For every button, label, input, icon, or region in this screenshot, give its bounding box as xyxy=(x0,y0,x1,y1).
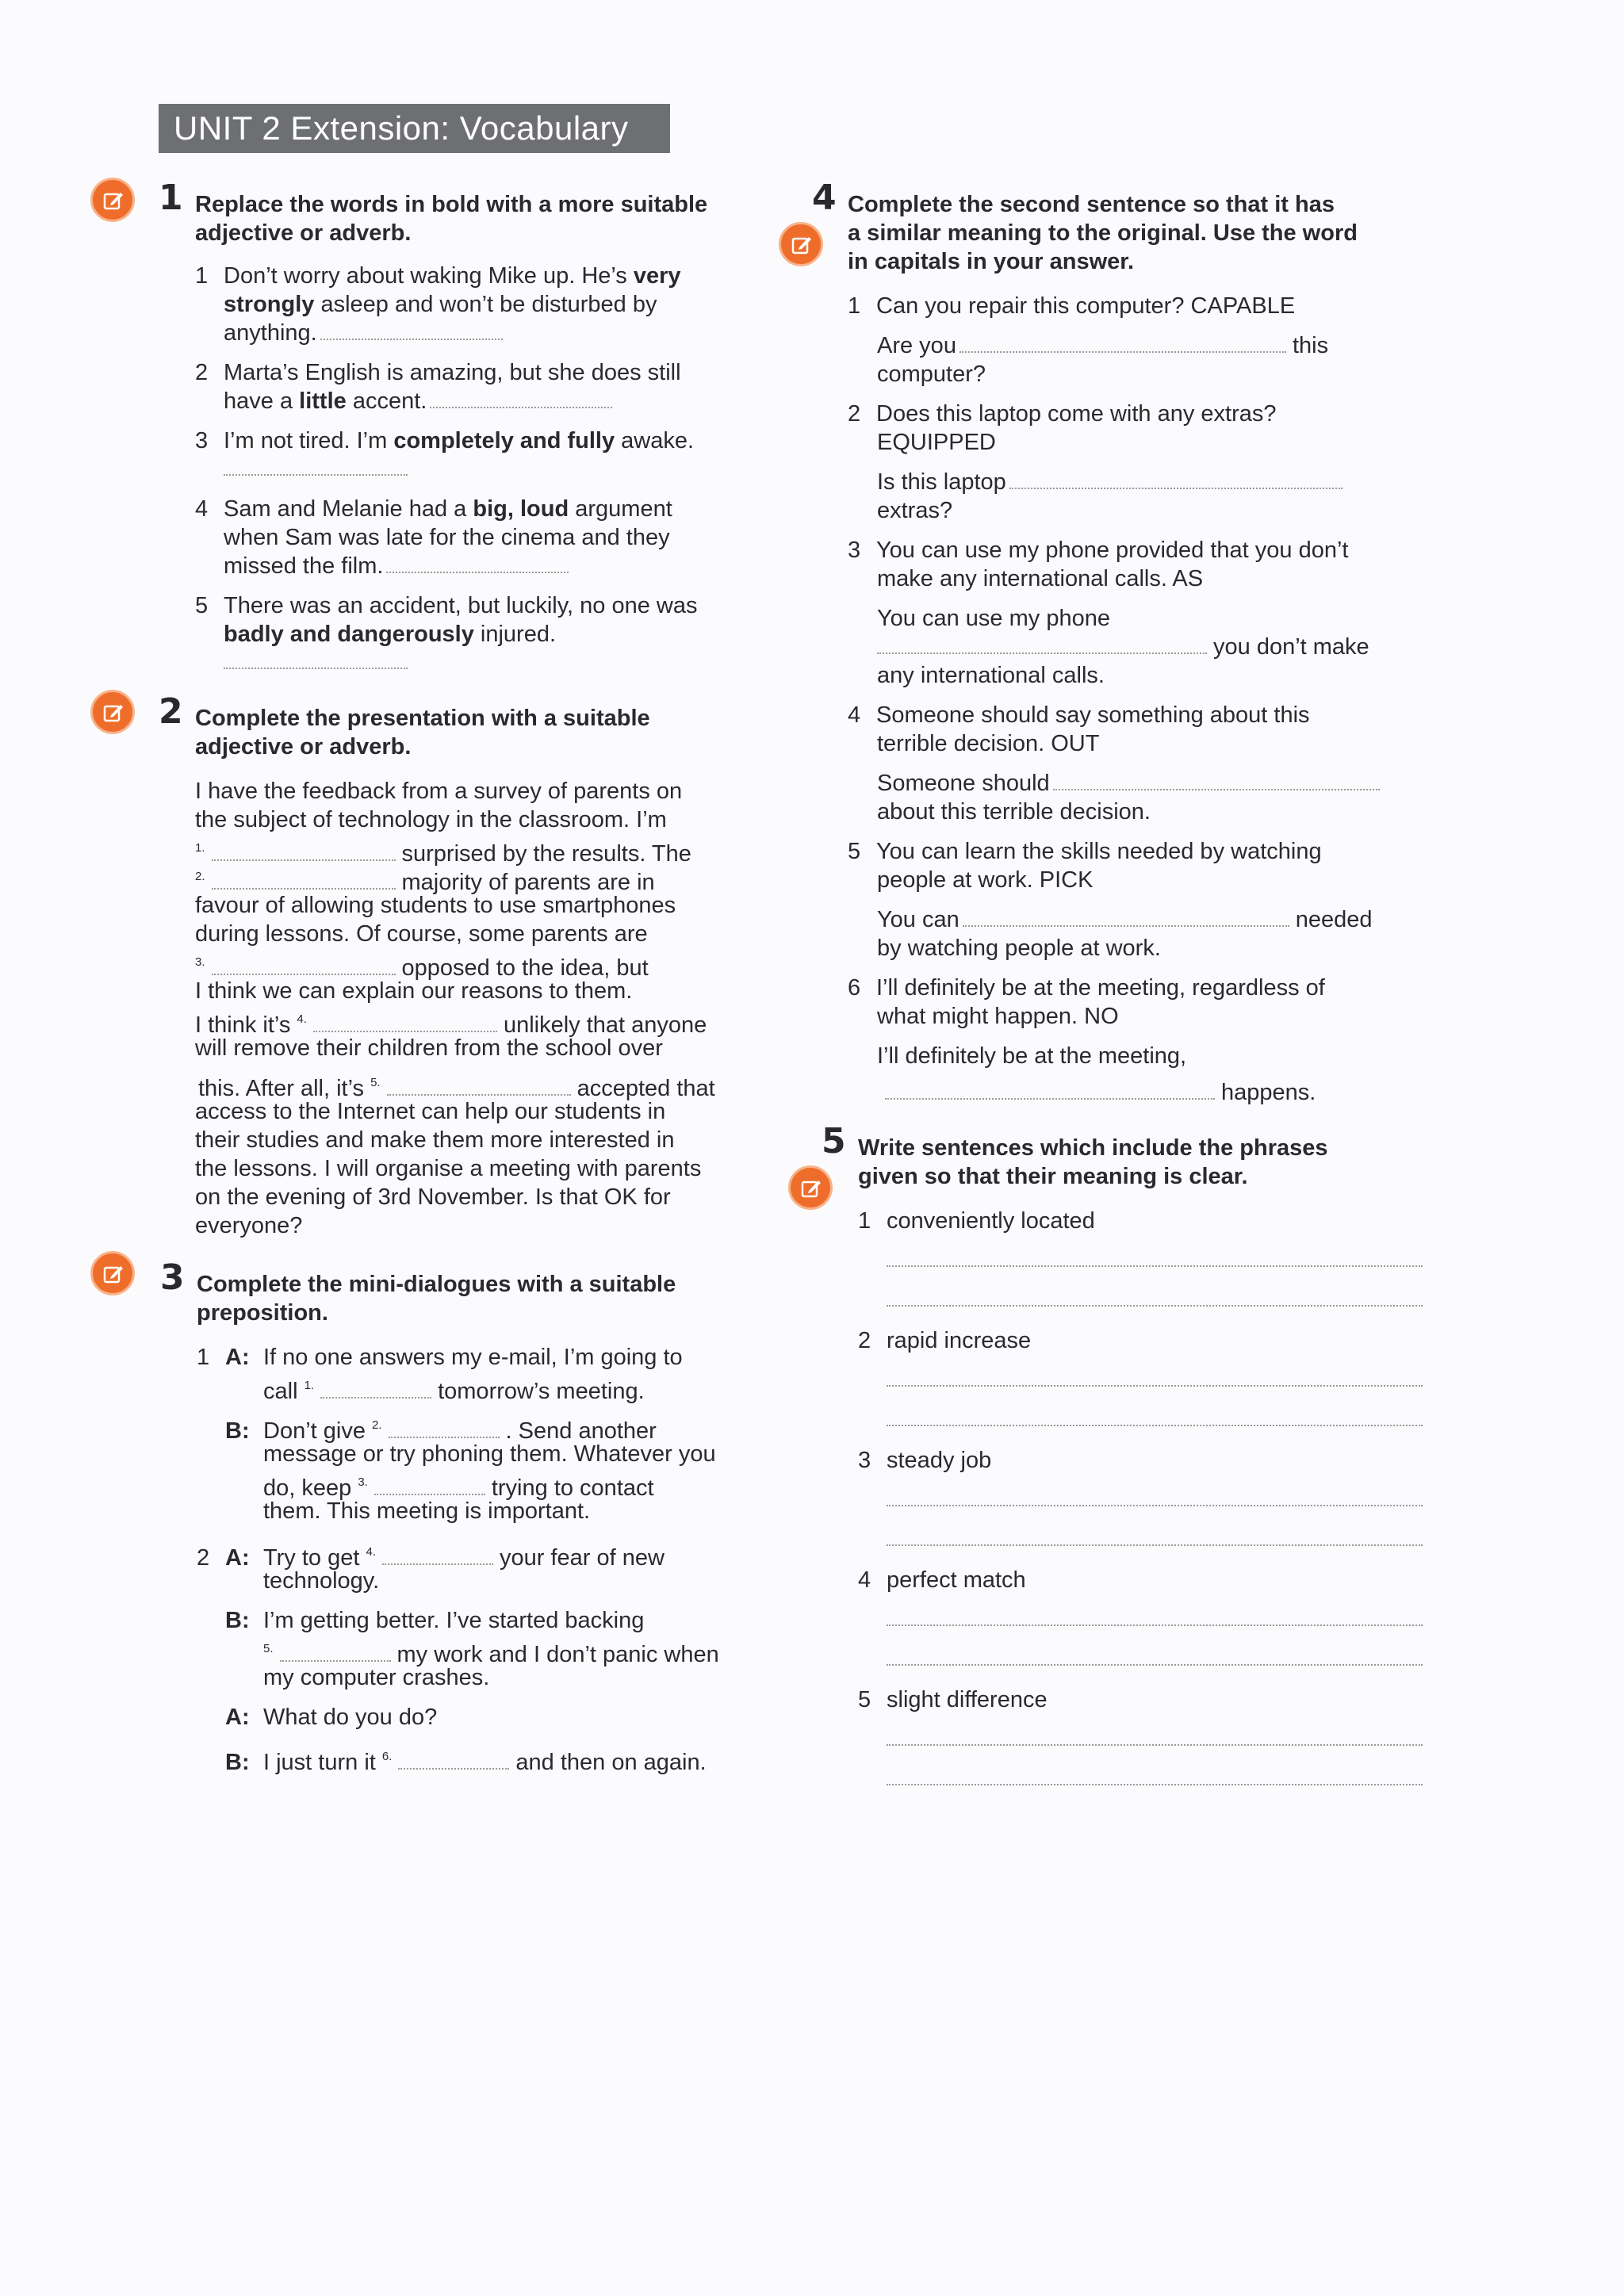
ex1-item-2 xyxy=(195,358,681,387)
item-number: 3 xyxy=(848,538,861,563)
gap-number: 4. xyxy=(366,1545,376,1559)
exercise-5-number: 5 xyxy=(822,1121,846,1161)
exercise-1-heading xyxy=(195,190,707,247)
ex2-text-line xyxy=(195,1183,671,1211)
item-number: 4 xyxy=(195,496,209,522)
exercise-2-number: 2 xyxy=(159,691,183,732)
bold-words: strongly xyxy=(224,292,315,317)
ex1-item-4-line2 xyxy=(224,523,670,552)
item-text: I’m not tired. I’m xyxy=(224,428,394,453)
text: You can learn the skills needed by watching xyxy=(876,839,1322,864)
ex4-text-line xyxy=(877,1002,1119,1031)
edit-icon-ex2[interactable] xyxy=(90,690,135,734)
text: favour of allowing students to use smartphones xyxy=(195,893,676,918)
ex3-dialogue-2-b2 xyxy=(225,1743,707,1777)
text: Someone should say something about this xyxy=(876,702,1310,728)
item-text: missed the film. xyxy=(224,553,384,579)
exercise-1-number: 1 xyxy=(159,178,183,218)
exercise-3-heading-line: preposition. xyxy=(197,1300,328,1326)
gap-number: 1. xyxy=(304,1379,315,1392)
answer-line[interactable] xyxy=(887,1385,1423,1387)
ex2-text-line xyxy=(195,977,632,1005)
ex4-item-2 xyxy=(848,400,1277,428)
ex4-answer xyxy=(877,496,952,525)
text: by watching people at work. xyxy=(877,936,1161,961)
answer-blank[interactable] xyxy=(1009,470,1342,489)
ex2-text-line xyxy=(195,806,667,834)
ex3-text-line xyxy=(263,1663,489,1692)
ex5-item-4 xyxy=(858,1566,1026,1594)
text: . Send another xyxy=(505,1418,657,1444)
speaker-label: A: xyxy=(225,1705,250,1730)
ex1-item-2-line2 xyxy=(224,387,619,415)
exercise-5-heading-line: Write sentences which include the phrases xyxy=(858,1135,1328,1161)
text: Is this laptop xyxy=(877,469,1006,495)
text: my computer crashes. xyxy=(263,1665,490,1690)
item-text: anything. xyxy=(224,320,317,346)
speaker-label: B: xyxy=(225,1608,250,1633)
ex2-text-line xyxy=(195,1097,665,1126)
text: needed xyxy=(1295,907,1373,932)
answer-blank[interactable] xyxy=(386,554,569,573)
text: You can use my phone xyxy=(877,606,1110,631)
answer-line[interactable] xyxy=(887,1425,1423,1426)
text: EQUIPPED xyxy=(877,430,996,455)
ex2-text-line xyxy=(195,1154,701,1183)
text: Does this laptop come with any extras? xyxy=(876,401,1277,427)
item-number: 6 xyxy=(848,975,861,1001)
ex2-text-line xyxy=(195,920,648,948)
gap-number: 5. xyxy=(263,1642,274,1655)
text: do, keep xyxy=(263,1475,352,1501)
item-number: 1 xyxy=(197,1345,210,1370)
text: you don’t make xyxy=(1213,634,1369,660)
ex4-answer xyxy=(877,934,1161,962)
ex4-answer xyxy=(877,331,1328,360)
item-text: Sam and Melanie had a xyxy=(224,496,473,522)
gap-number: 3. xyxy=(358,1475,368,1489)
ex4-item-3 xyxy=(848,536,1348,564)
text: I just turn it xyxy=(263,1750,376,1775)
answer-blank[interactable] xyxy=(212,842,396,861)
answer-blank[interactable] xyxy=(320,321,503,340)
ex4-answer xyxy=(885,1078,1316,1107)
text: tomorrow’s meeting. xyxy=(438,1379,645,1404)
item-text: Marta’s English is amazing, but she does still xyxy=(224,360,681,385)
ex1-item-4-line3 xyxy=(224,552,575,580)
item-number: 1 xyxy=(195,263,209,289)
answer-blank[interactable] xyxy=(387,1077,571,1096)
item-text: injured. xyxy=(473,622,557,647)
answer-blank[interactable] xyxy=(212,956,396,975)
speaker-label: B: xyxy=(225,1418,250,1444)
gap-number: 2. xyxy=(372,1418,382,1432)
item-number: 1 xyxy=(848,293,861,319)
exercise-2-heading xyxy=(195,704,650,761)
text: access to the Internet can help our students in xyxy=(195,1099,666,1124)
ex4-answer xyxy=(877,798,1151,826)
answer-line[interactable] xyxy=(887,1624,1423,1626)
ex2-text-line xyxy=(195,1034,663,1062)
gap-number: 2. xyxy=(195,870,205,883)
exercise-3-heading-line: Complete the mini-dialogues with a suitable xyxy=(197,1272,676,1297)
ex4-item-6 xyxy=(848,974,1325,1002)
ex3-dialogue-2-a2 xyxy=(225,1703,437,1732)
ex2-text-line xyxy=(195,891,676,920)
text: the lessons. I will organise a meeting with parents xyxy=(195,1156,702,1181)
ex3-text-line xyxy=(263,1497,590,1525)
bold-words: very xyxy=(633,263,681,289)
text: Someone should xyxy=(877,771,1050,796)
bold-words: completely and fully xyxy=(393,428,615,453)
item-text: argument xyxy=(569,496,672,522)
gap-number: 5. xyxy=(370,1076,381,1089)
phrase: slight difference xyxy=(887,1687,1048,1712)
ex2-text-line xyxy=(195,1126,674,1154)
ex3-dialogue-2-b xyxy=(225,1606,644,1635)
item-number: 5 xyxy=(195,593,209,618)
phrase: steady job xyxy=(887,1448,992,1473)
bold-words: badly and dangerously xyxy=(224,622,474,647)
answer-blank[interactable] xyxy=(877,635,1207,654)
ex4-text-line xyxy=(877,428,996,457)
text: extras? xyxy=(877,498,953,523)
answer-blank[interactable] xyxy=(430,389,612,408)
answer-blank[interactable] xyxy=(398,1751,509,1770)
text: I’ll definitely be at the meeting, xyxy=(877,1043,1187,1069)
text: people at work. PICK xyxy=(877,867,1094,893)
ex1-item-1 xyxy=(195,262,681,290)
item-text: There was an accident, but luckily, no one was xyxy=(224,593,698,618)
ex3-text-line xyxy=(263,1440,716,1468)
phrase: rapid increase xyxy=(887,1328,1032,1353)
text: accepted that xyxy=(576,1076,715,1101)
exercise-2-heading-line: Complete the presentation with a suitable xyxy=(195,706,650,731)
text: surprised by the results. The xyxy=(401,841,691,867)
answer-blank[interactable] xyxy=(224,668,408,669)
gap-number: 1. xyxy=(195,841,205,855)
ex3-dialogue-1-a xyxy=(197,1343,683,1372)
answer-line[interactable] xyxy=(887,1664,1423,1666)
item-number: 2 xyxy=(197,1545,210,1571)
gap-number: 3. xyxy=(195,955,205,969)
ex1-item-3 xyxy=(195,427,694,455)
text: computer? xyxy=(877,362,986,387)
item-text: awake. xyxy=(615,428,695,453)
answer-line[interactable] xyxy=(887,1305,1423,1307)
edit-icon-ex5[interactable] xyxy=(788,1165,833,1210)
phrase: conveniently located xyxy=(887,1208,1095,1234)
ex4-answer xyxy=(877,905,1373,934)
text: everyone? xyxy=(195,1213,303,1238)
item-number: 1 xyxy=(858,1208,871,1234)
answer-blank[interactable] xyxy=(885,1081,1215,1100)
text: during lessons. Of course, some parents are xyxy=(195,921,648,947)
item-number: 5 xyxy=(858,1687,871,1712)
ex4-item-1 xyxy=(848,292,1295,320)
text: about this terrible decision. xyxy=(877,799,1151,825)
exercise-4-heading xyxy=(848,190,1358,276)
answer-line[interactable] xyxy=(887,1505,1423,1506)
answer-line[interactable] xyxy=(887,1784,1423,1785)
answer-blank[interactable] xyxy=(389,1419,500,1438)
answer-blank[interactable] xyxy=(313,1013,497,1032)
ex4-item-4 xyxy=(848,701,1310,729)
text: them. This meeting is important. xyxy=(263,1498,591,1524)
text: any international calls. xyxy=(877,663,1105,688)
text: What do you do? xyxy=(263,1705,438,1730)
exercise-5-heading xyxy=(858,1134,1328,1191)
item-number: 2 xyxy=(858,1328,871,1353)
answer-line[interactable] xyxy=(887,1544,1423,1546)
phrase: perfect match xyxy=(887,1567,1026,1593)
ex5-item-1 xyxy=(858,1207,1095,1235)
text: terrible decision. OUT xyxy=(877,731,1100,756)
text: this. After all, it’s xyxy=(198,1076,364,1101)
text: Don’t give xyxy=(263,1418,366,1444)
item-number: 3 xyxy=(858,1448,871,1473)
ex4-answer xyxy=(877,604,1110,633)
answer-blank[interactable] xyxy=(382,1546,493,1565)
item-text: have a xyxy=(224,388,300,414)
item-text: when Sam was late for the cinema and they xyxy=(224,525,670,550)
exercise-2-heading-line: adjective or adverb. xyxy=(195,734,412,760)
answer-blank[interactable] xyxy=(374,1476,485,1495)
text: Can you repair this computer? CAPABLE xyxy=(876,293,1296,319)
text: trying to contact xyxy=(491,1475,654,1501)
edit-icon-ex4[interactable] xyxy=(779,222,823,266)
item-number: 4 xyxy=(858,1567,871,1593)
text: and then on again. xyxy=(515,1750,707,1775)
ex4-answer xyxy=(877,360,986,388)
exercise-4-heading-line: a similar meaning to the original. Use the word xyxy=(848,220,1358,246)
ex4-text-line xyxy=(877,564,1203,593)
text: I’ll definitely be at the meeting, regardless of xyxy=(876,975,1325,1001)
text: happens. xyxy=(1221,1080,1316,1105)
text: what might happen. NO xyxy=(877,1004,1119,1029)
text: opposed to the idea, but xyxy=(401,955,649,981)
item-number: 2 xyxy=(195,360,209,385)
exercise-1-heading-line: Replace the words in bold with a more suitable xyxy=(195,192,708,217)
exercise-4-heading-line: Complete the second sentence so that it has xyxy=(848,192,1335,217)
bold-words: big, loud xyxy=(473,496,569,522)
ex2-text-line xyxy=(195,1211,302,1240)
ex1-item-5-line2 xyxy=(224,620,556,649)
item-text: asleep and won’t be disturbed by xyxy=(314,292,657,317)
text: the subject of technology in the classroom. I’m xyxy=(195,807,667,832)
text: on the evening of 3rd November. Is that OK for xyxy=(195,1184,671,1210)
ex1-item-1-line2 xyxy=(224,290,657,319)
text: message or try phoning them. Whatever you xyxy=(263,1441,716,1467)
gap-number: 6. xyxy=(381,1750,393,1763)
ex4-answer xyxy=(877,661,1105,690)
ex4-item-5 xyxy=(848,837,1322,866)
answer-blank[interactable] xyxy=(963,908,1289,927)
answer-blank[interactable] xyxy=(280,1643,391,1662)
gap-number: 4. xyxy=(297,1012,307,1026)
ex4-answer xyxy=(877,633,1369,661)
exercise-4-number: 4 xyxy=(812,178,837,218)
answer-line[interactable] xyxy=(887,1744,1423,1746)
exercise-3-heading xyxy=(197,1270,676,1327)
exercise-3-number: 3 xyxy=(160,1257,185,1298)
ex5-item-3 xyxy=(858,1446,991,1475)
text: will remove their children from the school over xyxy=(195,1035,663,1061)
text: If no one answers my e-mail, I’m going to xyxy=(263,1345,683,1370)
speaker-label: A: xyxy=(225,1345,250,1370)
text: You can xyxy=(877,907,959,932)
unit-title: UNIT 2 Extension: Vocabulary xyxy=(159,104,670,153)
ex2-text-line xyxy=(195,777,682,806)
text: Are you xyxy=(877,333,956,358)
text: unlikely that anyone xyxy=(503,1012,707,1038)
ex4-text-line xyxy=(877,866,1093,894)
ex1-item-5 xyxy=(195,591,698,620)
text: your fear of new xyxy=(500,1545,665,1571)
ex3-text-line xyxy=(263,1372,645,1406)
text: this xyxy=(1292,333,1329,358)
text: make any international calls. AS xyxy=(877,566,1204,591)
ex4-answer xyxy=(877,1042,1186,1070)
item-number: 5 xyxy=(848,839,861,864)
answer-blank[interactable] xyxy=(1053,771,1380,790)
speaker-label: B: xyxy=(225,1750,250,1775)
ex4-answer xyxy=(877,769,1386,798)
ex3-text-line xyxy=(263,1567,379,1595)
ex4-text-line xyxy=(877,729,1099,758)
item-number: 3 xyxy=(195,428,209,453)
exercise-5-heading-line: given so that their meaning is clear. xyxy=(858,1164,1248,1189)
edit-icon-ex1[interactable] xyxy=(90,178,135,222)
text: Try to get xyxy=(263,1545,360,1571)
text: I have the feedback from a survey of parents on xyxy=(195,779,683,804)
ex1-item-4 xyxy=(195,495,672,523)
answer-line[interactable] xyxy=(887,1265,1423,1267)
ex5-item-2 xyxy=(858,1326,1031,1355)
text: technology. xyxy=(263,1568,380,1594)
exercise-4-heading-line: in capitals in your answer. xyxy=(848,249,1135,274)
item-text: Don’t worry about waking Mike up. He’s xyxy=(224,263,634,289)
text: my work and I don’t panic when xyxy=(396,1642,719,1667)
text: I think it’s xyxy=(195,1012,291,1038)
text: call xyxy=(263,1379,298,1404)
text: I’m getting better. I’ve started backing xyxy=(263,1608,645,1633)
exercise-1-heading-line: adjective or adverb. xyxy=(195,220,412,246)
ex5-item-5 xyxy=(858,1686,1048,1714)
item-text: accent. xyxy=(346,388,427,414)
bold-words: little xyxy=(299,388,347,414)
answer-blank[interactable] xyxy=(959,334,1286,353)
ex4-answer xyxy=(877,468,1349,496)
answer-blank[interactable] xyxy=(212,871,396,890)
text: their studies and make them more interested in xyxy=(195,1127,675,1153)
item-number: 4 xyxy=(848,702,861,728)
item-number: 2 xyxy=(848,401,861,427)
answer-blank[interactable] xyxy=(224,474,408,476)
ex1-item-1-line3 xyxy=(224,319,509,347)
edit-icon-ex3[interactable] xyxy=(90,1251,135,1295)
answer-blank[interactable] xyxy=(320,1380,431,1399)
text: I think we can explain our reasons to them. xyxy=(195,978,633,1004)
text: majority of parents are in xyxy=(401,870,655,895)
speaker-label: A: xyxy=(225,1545,250,1571)
text: You can use my phone provided that you don’t xyxy=(876,538,1349,563)
